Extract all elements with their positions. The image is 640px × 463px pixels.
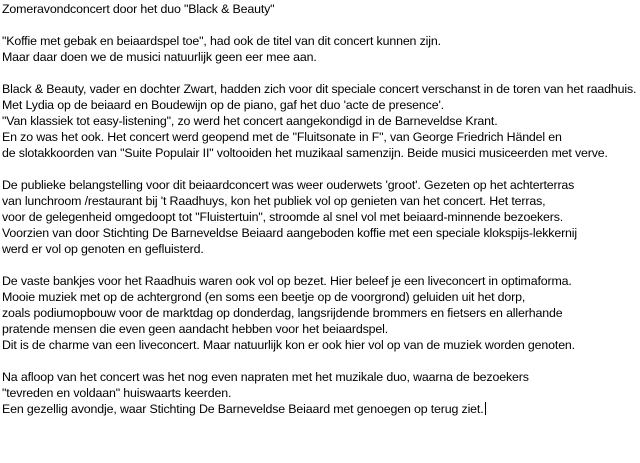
paragraph-line: Met Lydia op de beiaard en Boudewijn op de piano, gaf het duo 'acte de presence'. [2, 98, 444, 112]
blank-line [2, 17, 638, 33]
document-title: Zomeravondconcert door het duo "Black & Beauty" [2, 2, 275, 16]
paragraph-line: voor de gelegenheid omgedoopt tot "Fluistertuin", stroomde al snel vol met beiaard-minnende bezoekers. [2, 210, 564, 224]
last-line-text: Een gezellig avondje, waar Stichting De Barneveldse Beiaard met genoegen op terug ziet. [2, 402, 484, 416]
paragraph-1 [2, 33, 638, 65]
blank-line [2, 353, 638, 369]
paragraph-line: zoals podiumopbouw voor de marktdag op donderdag, langsrijdende brommers en fietsers en allerhande [2, 306, 563, 320]
paragraph-4 [2, 273, 638, 353]
paragraph-line: werd er vol op genoten en gefluisterd. [2, 242, 204, 256]
paragraph-line: van lunchroom /restaurant bij 't Raadhuys, kon het publiek vol op genieten van het concert. Het terras, [2, 194, 546, 208]
document-body[interactable] [2, 1, 638, 417]
text-cursor [485, 402, 486, 415]
paragraph-line: De vaste bankjes voor het Raadhuis waren ook vol op bezet. Hier beleef je een liveconcert in optimaforma. [2, 274, 572, 288]
paragraph-line: Mooie muziek met op de achtergrond (en soms een beetje op de voorgrond) geluiden uit het dorp, [2, 290, 526, 304]
paragraph-line: Dit is de charme van een liveconcert. Maar natuurlijk kon er ook hier vol op van de muziek worden genoten. [2, 338, 575, 352]
paragraph-5 [2, 369, 638, 417]
paragraph-line: Voorzien van door Stichting De Barneveldse Beiaard aangeboden koffie met een speciale klokspijs-lekkernij [2, 226, 577, 240]
blank-line [2, 257, 638, 273]
paragraph-line: En zo was het ook. Het concert werd geopend met de "Fluitsonate in F", van George Friedrich Händel en [2, 130, 562, 144]
blank-line [2, 161, 638, 177]
paragraph-line: "Van klassiek tot easy-listening", zo werd het concert aangekondigd in de Barneveldse Krant. [2, 114, 498, 128]
paragraph-line: pratende mensen die even geen aandacht hebben voor het beiaardspel. [2, 322, 389, 336]
paragraph-line: "tevreden en voldaan" huiswaarts keerden. [2, 386, 232, 400]
paragraph-line-last [2, 401, 638, 417]
paragraph-line: de slotakkoorden van "Suite Populair II" voltooiden het muzikaal samenzijn. Beide musici musiceerden met verve. [2, 146, 608, 160]
paragraph-3 [2, 177, 638, 257]
paragraph-line: Maar daar doen we de musici natuurlijk geen eer mee aan. [2, 50, 317, 64]
paragraph-2 [2, 81, 638, 161]
paragraph-line: De publieke belangstelling voor dit beiaardconcert was weer ouderwets 'groot'. Gezeten op het achterterras [2, 178, 575, 192]
paragraph-line: "Koffie met gebak en beiaardspel toe", had ook de titel van dit concert kunnen zijn. [2, 34, 441, 48]
paragraph-line: Black & Beauty, vader en dochter Zwart, hadden zich voor dit speciale concert verschanst in de toren van het raadhuis. [2, 82, 637, 96]
blank-line [2, 65, 638, 81]
paragraph-line: Na afloop van het concert was het nog even napraten met het muzikale duo, waarna de bezoekers [2, 370, 529, 384]
